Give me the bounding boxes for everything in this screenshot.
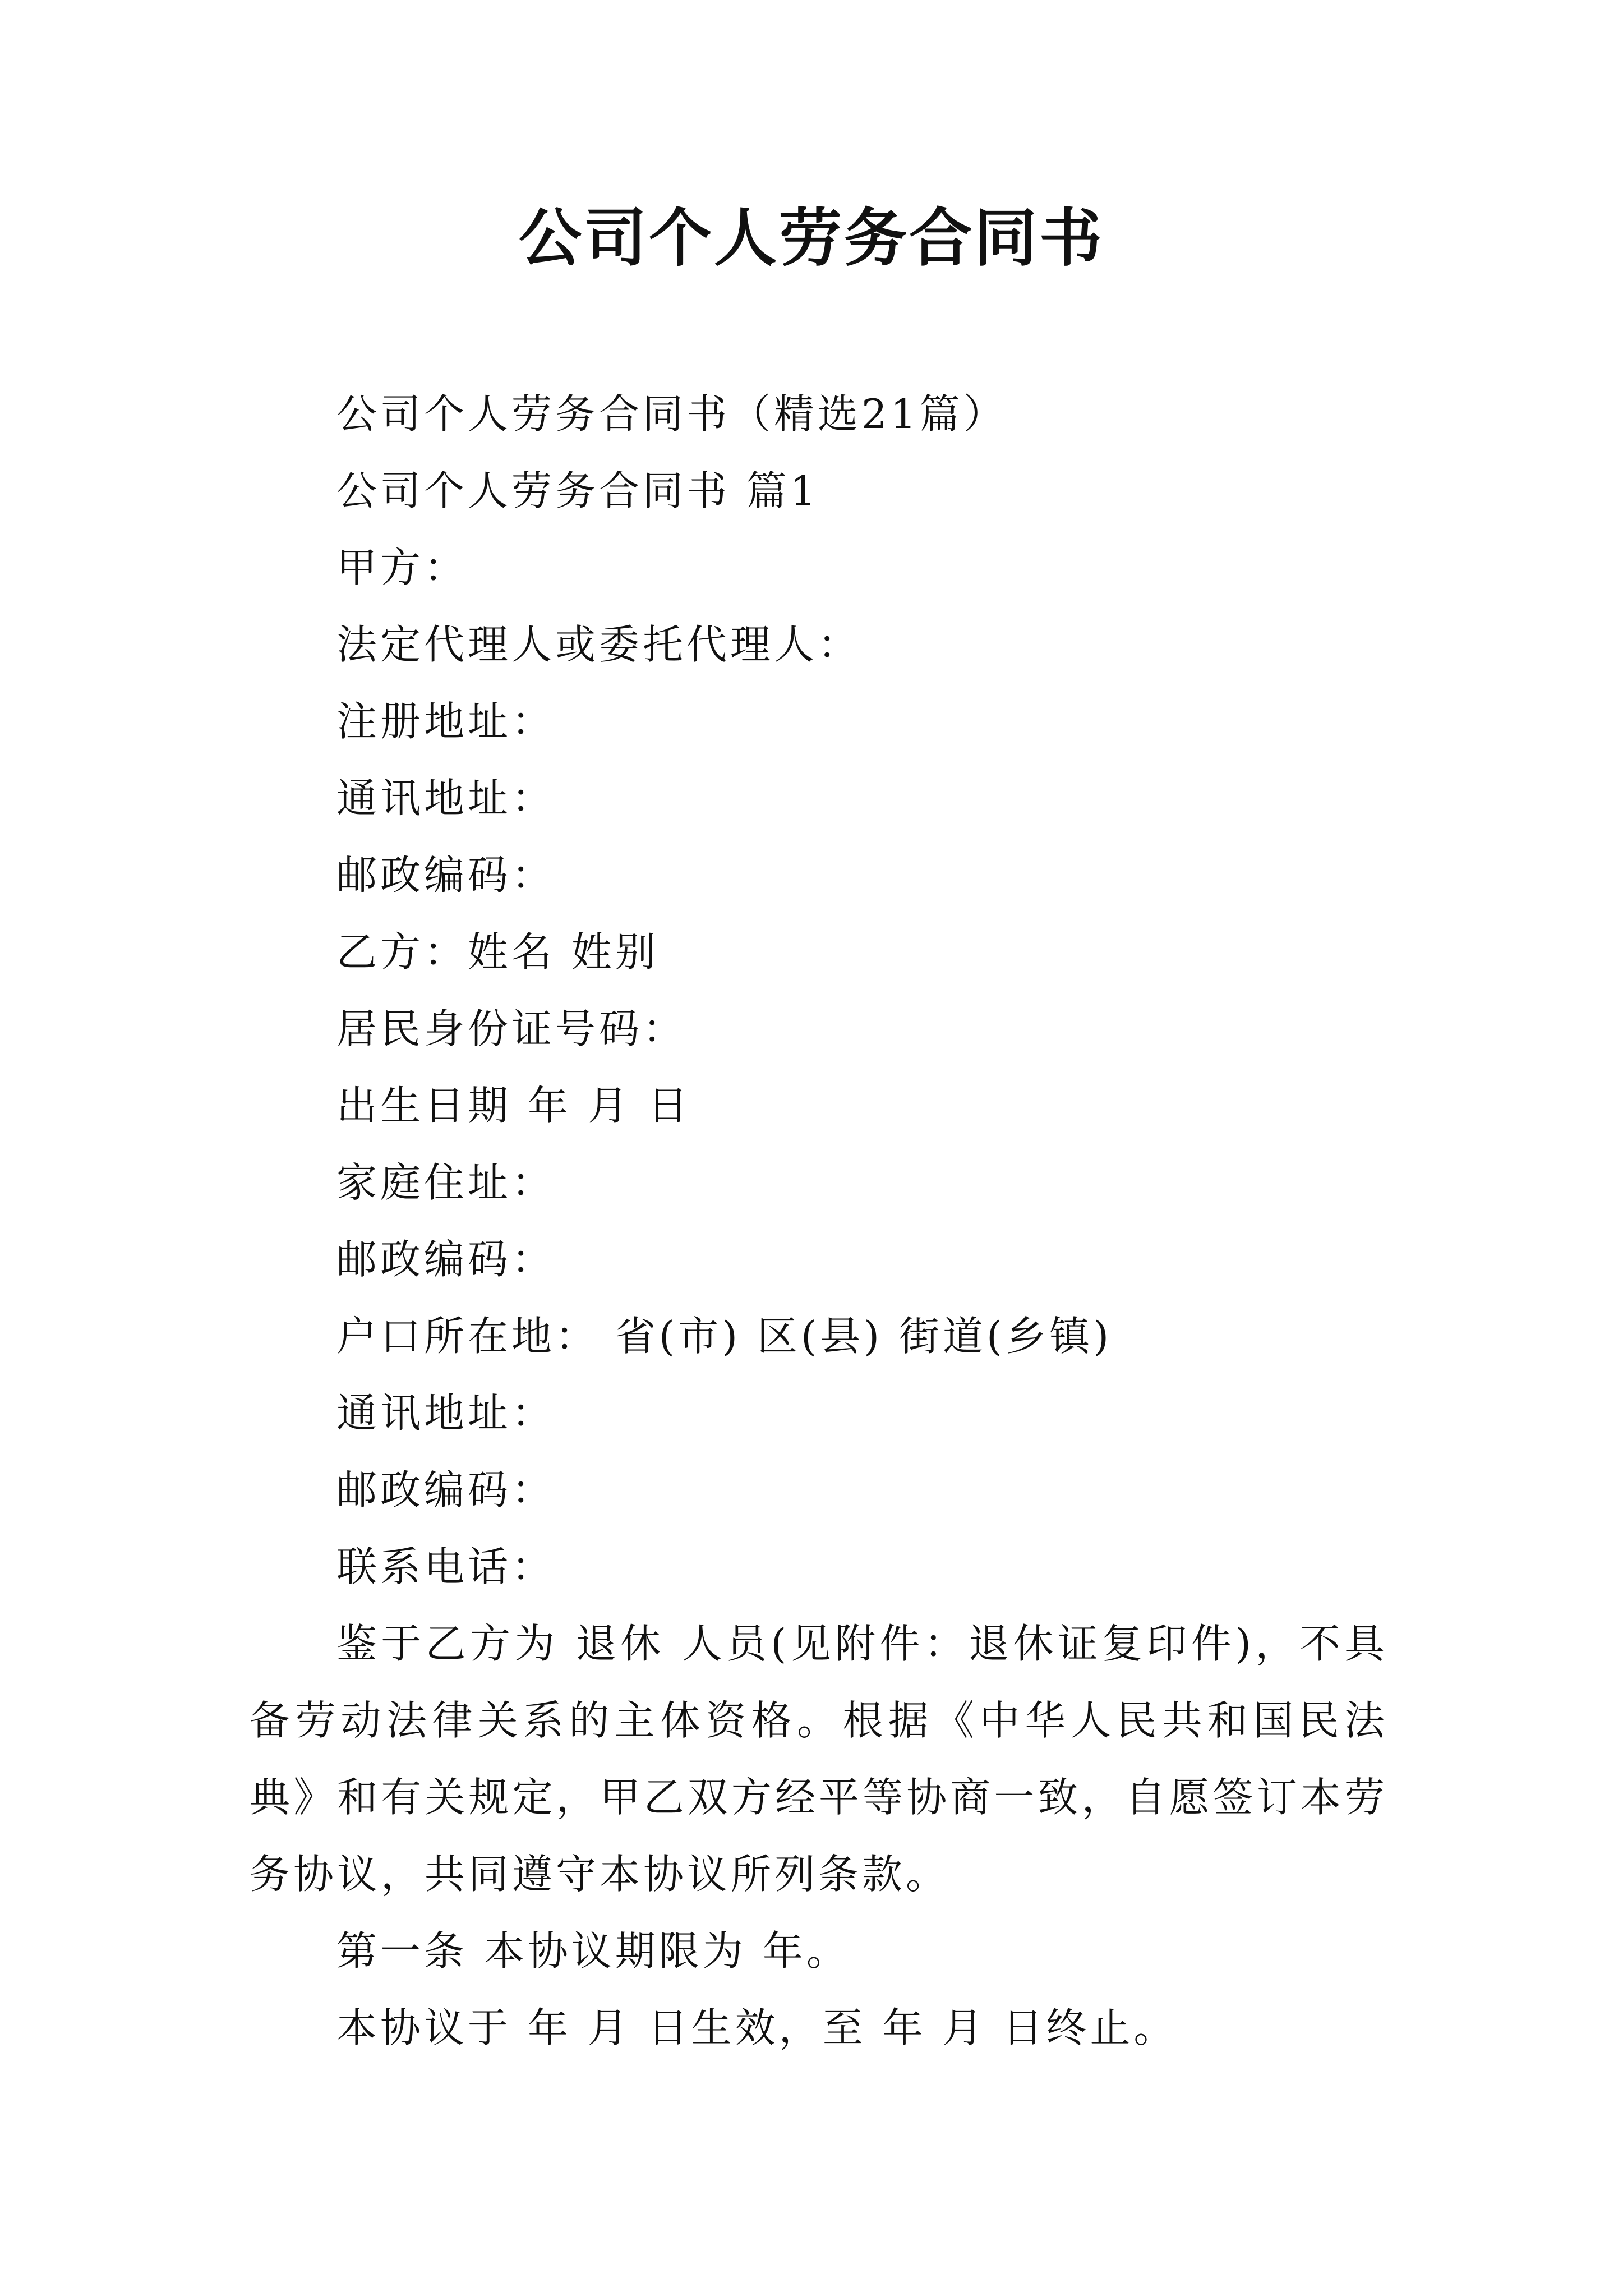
party-b-line: 乙方：姓名 姓别 xyxy=(336,928,659,976)
preamble-paragraph: 鉴于乙方为 退休 人员(见附件：退休证复印件)，不具备劳动法律关系的主体资格。根据《中华人民共和国民法典》和有关规定，甲乙双方经平等协商一致，自愿签订本劳务协议，共同遵守本协议所列条款。 xyxy=(250,1620,1388,1898)
document-body xyxy=(250,376,1388,2067)
section-heading: 公司个人劳务合同书 篇1 xyxy=(336,467,819,514)
household-registration-line: 户口所在地： 省(市) 区(县) 街道(乡镇) xyxy=(336,1313,1113,1360)
document-title: 公司个人劳务合同书 xyxy=(519,201,1104,275)
effective-period-line: 本协议于 年 月 日生效，至 年 月 日终止。 xyxy=(336,2004,1178,2051)
registered-address-line: 注册地址： xyxy=(336,698,556,745)
party-a-line: 甲方： xyxy=(336,544,468,591)
subtitle-line: 公司个人劳务合同书（精选21篇） xyxy=(336,390,1007,438)
phone-line: 联系电话： xyxy=(336,1543,556,1590)
id-number-line: 居民身份证号码： xyxy=(336,1005,687,1052)
legal-representative-line: 法定代理人或委托代理人： xyxy=(336,621,862,668)
home-address-line: 家庭住址： xyxy=(336,1159,556,1206)
postal-code-line: 邮政编码： xyxy=(336,1466,556,1513)
postal-code-line: 邮政编码： xyxy=(336,1236,556,1283)
birth-date-line: 出生日期 年 月 日 xyxy=(336,1082,691,1129)
mailing-address-line: 通讯地址： xyxy=(336,1389,556,1437)
article-1-line: 第一条 本协议期限为 年。 xyxy=(336,1927,850,1975)
mailing-address-line: 通讯地址： xyxy=(336,775,556,822)
postal-code-line: 邮政编码： xyxy=(336,852,556,899)
